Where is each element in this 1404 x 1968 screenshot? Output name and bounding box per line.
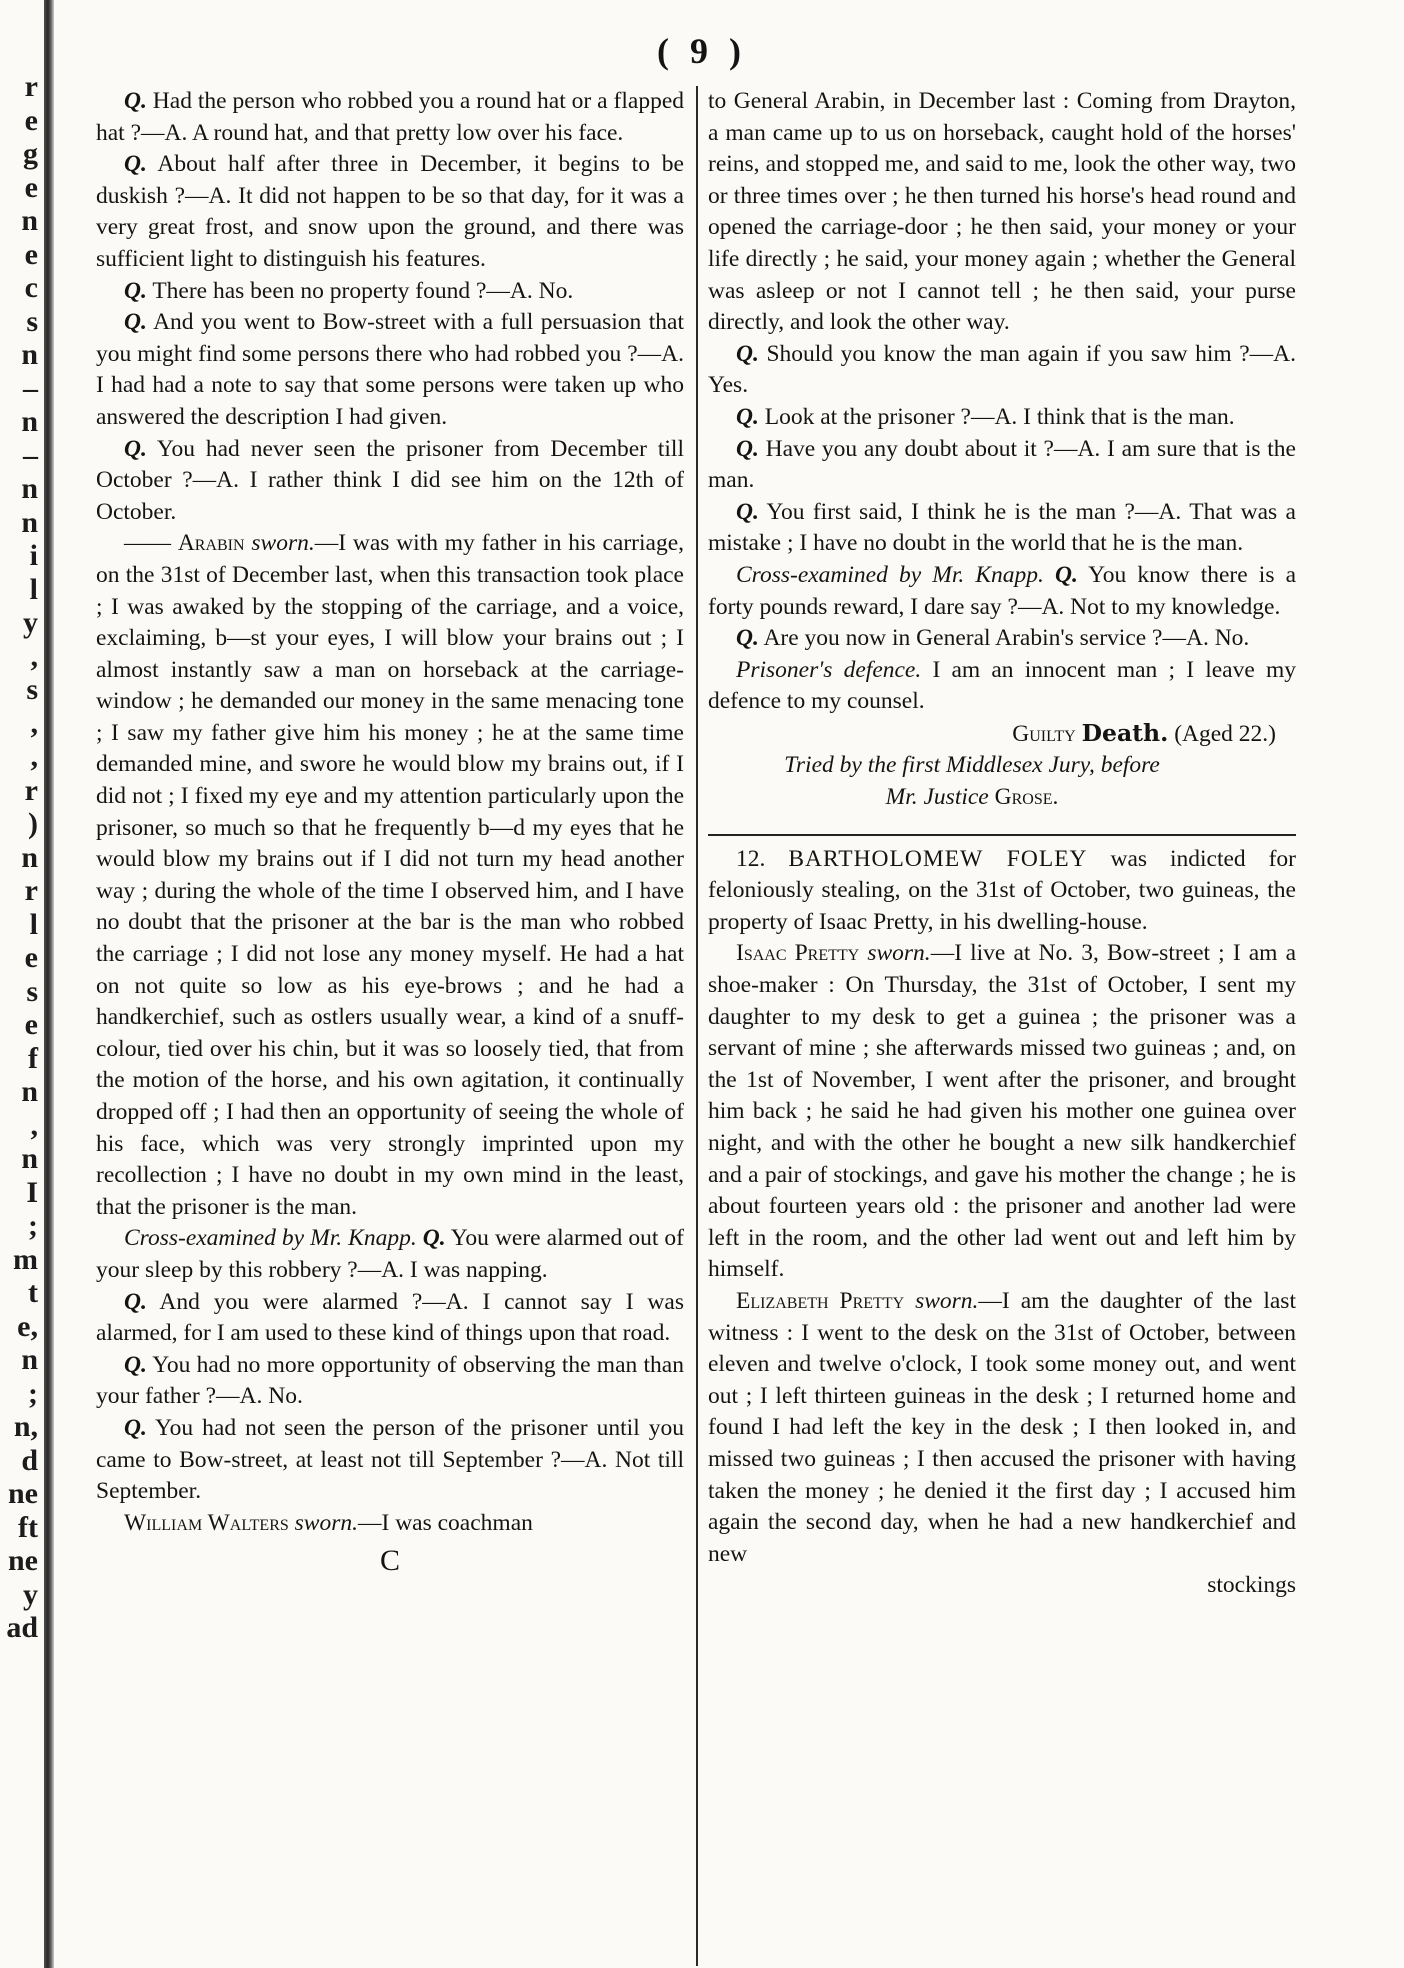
qa-text: Are you now in General Arabin's service ?—A. No. xyxy=(763,625,1250,652)
page-number: ( 9 ) xyxy=(657,31,747,71)
column-divider xyxy=(696,86,698,1966)
question-mark: Q. xyxy=(124,1288,147,1315)
qa-text: You first said, I think he is the man ?—A. That was a mistake ; I have no doubt in the world that he is the man. xyxy=(708,498,1296,557)
qa-paragraph xyxy=(96,276,684,308)
gutter-fragment: t xyxy=(28,1276,38,1309)
case-indictment xyxy=(708,844,1296,939)
qa-text: And you went to Bow-street with a full persuasion that you might find some persons there who had robbed you ?—A. I had had a note to say that some persons were taken up who answered the description I had given. xyxy=(96,309,684,430)
walters-testimony xyxy=(96,1508,684,1540)
question-mark: Q. xyxy=(736,498,759,525)
question-mark: Q. xyxy=(736,435,759,462)
gutter-fragment: , xyxy=(30,1108,38,1142)
cross-examined-label: Cross-examined by Mr. Knapp. xyxy=(736,561,1044,588)
gutter-fragment: ; xyxy=(28,1209,38,1242)
defendant-name: BARTHOLOMEW FOLEY xyxy=(788,845,1088,872)
gutter-fragment: n xyxy=(21,204,38,237)
question-mark: Q. xyxy=(124,309,147,336)
gutter-fragment: r xyxy=(24,773,38,807)
tried-line-1: Tried by the first Middlesex Jury, before xyxy=(784,752,1160,779)
gutter-fragment: n xyxy=(21,1142,38,1175)
judge-name: Grose. xyxy=(994,784,1059,811)
qa-paragraph xyxy=(708,434,1296,497)
signature-mark: C xyxy=(379,1544,400,1578)
qa-paragraph xyxy=(708,623,1296,655)
left-qa-block-2 xyxy=(96,1287,684,1508)
gutter-fragment: e xyxy=(24,103,38,137)
qa-text: Should you know the man again if you saw him ?—A. Yes. xyxy=(708,340,1296,399)
gutter-fragment: I xyxy=(26,1175,38,1209)
gutter-fragment: e xyxy=(24,237,38,271)
qa-text: You had no more opportunity of observing the man than your father ?—A. No. xyxy=(96,1351,684,1410)
qa-text: About half after three in December, it begins to be duskish ?—A. It did not happen to be so that day, for it was a very great frost, and snow upon the ground, and there was sufficient light to distinguish his features. xyxy=(96,151,684,272)
qa-text: You had never seen the prisoner from December till October ?—A. I rather think I did see him on the 12th of October. xyxy=(96,435,684,525)
question-mark: Q. xyxy=(124,435,147,462)
gutter-fragment: s xyxy=(26,974,38,1008)
qa-paragraph xyxy=(96,1287,684,1350)
gutter-fragment: n xyxy=(21,405,38,438)
witness-name: Arabin xyxy=(177,530,245,557)
gutter-fragment: , xyxy=(30,639,38,673)
verdict xyxy=(708,718,1296,751)
left-column xyxy=(96,86,684,1577)
gutter-fragment: n xyxy=(21,840,38,874)
gutter-fragment: e, xyxy=(17,1309,38,1343)
gutter-fragment: n xyxy=(21,1075,38,1108)
sworn-label: sworn. xyxy=(294,1509,358,1536)
gutter-fragment: n xyxy=(21,1343,38,1376)
binding-gutter xyxy=(0,0,62,1968)
qa-paragraph xyxy=(96,434,684,529)
gutter-fragment: s xyxy=(26,304,38,338)
testimony-text: —I was coachman xyxy=(358,1509,533,1536)
question-mark: Q. xyxy=(736,403,759,430)
gutter-fragment: ne xyxy=(8,1544,38,1577)
qa-paragraph xyxy=(708,339,1296,402)
prisoner-defence xyxy=(708,655,1296,718)
qa-text: You were alarmed out of your sleep by this robbery ?—A. I was napping. xyxy=(96,1225,684,1283)
gutter-fragment: n, xyxy=(13,1410,38,1443)
verdict-guilty: Guilty xyxy=(1012,720,1076,747)
case-separator-rule xyxy=(708,834,1296,836)
sworn-label: sworn. xyxy=(867,940,931,967)
gutter-fragment: , xyxy=(30,706,38,740)
qa-text: There has been no property found ?—A. No. xyxy=(152,277,574,304)
qa-text: Had the person who robbed you a round hat or a flapped hat ?—A. A round hat, and that pretty low over his face. xyxy=(96,88,684,146)
gutter-fragment: – xyxy=(23,438,38,472)
gutter-fragment: f xyxy=(28,1041,38,1075)
question-mark: Q. xyxy=(124,277,147,304)
gutter-fragment: d xyxy=(21,1443,38,1477)
gutter-fragment: – xyxy=(23,371,38,405)
gutter-fragment: s xyxy=(26,673,38,706)
witness-name: Isaac Pretty xyxy=(736,940,860,967)
qa-text: You know there is a forty pounds reward, I dare say ?—A. Not to my knowledge. xyxy=(708,561,1297,620)
dash-lead: —— xyxy=(124,530,171,557)
gutter-fragment: ) xyxy=(28,807,38,840)
gutter-fragment: l xyxy=(29,907,38,941)
gutter-fragment: m xyxy=(13,1242,38,1276)
gutter-fragment: n xyxy=(21,338,38,371)
right-column xyxy=(708,86,1296,1602)
question-mark: Q. xyxy=(124,88,147,114)
question-mark: Q. xyxy=(124,151,147,178)
cross-examination xyxy=(96,1223,684,1286)
qa-paragraph xyxy=(96,86,684,149)
gutter-fragment: r xyxy=(24,70,38,103)
left-qa-block xyxy=(96,86,684,528)
witness-name: Elizabeth Pretty xyxy=(736,1287,905,1314)
justice-prefix: Mr. Justice xyxy=(885,784,989,811)
question-mark: Q. xyxy=(124,1414,147,1441)
cross-examined-label: Cross-examined by Mr. Knapp. xyxy=(124,1225,417,1252)
question-mark: Q. xyxy=(736,625,759,652)
qa-paragraph xyxy=(96,307,684,433)
gutter-fragment: g xyxy=(23,137,38,170)
prisoner-age: (Aged 22.) xyxy=(1174,720,1276,747)
sworn-label: sworn. xyxy=(251,530,315,557)
gutter-fragment: r xyxy=(24,874,38,907)
qa-text: You had not seen the person of the prisoner until you came to Bow-street, at least not till September ?—A. Not till September. xyxy=(96,1414,684,1505)
catchword: stockings xyxy=(1207,1572,1296,1599)
gutter-fragment: e xyxy=(24,1008,38,1041)
question-mark: Q. xyxy=(422,1225,446,1252)
gutter-fragment: y xyxy=(23,1577,38,1611)
cross-examination xyxy=(708,560,1296,623)
gutter-fragment: c xyxy=(24,271,38,304)
gutter-fragment: n xyxy=(21,472,38,505)
question-mark: Q. xyxy=(124,1351,147,1378)
question-mark: Q. xyxy=(1055,561,1078,588)
isaac-testimony xyxy=(708,938,1296,1286)
defence-text: I am an innocent man ; I leave my defence to my counsel. xyxy=(708,656,1297,715)
qa-paragraph xyxy=(96,1350,684,1413)
testimony-text: —I live at No. 3, Bow-street ; I am a shoe-maker : On Thursday, the 31st of October, I sent my daughter to my desk to get a guinea ; the prisoner was a servant of mine ; she afterwards missed two guineas ; and, on the 1st of November, I went after the prisoner, and brought him back ; he said he had given his mother one guinea over night, and with the other he bought a new silk handkerchief and a pair of stockings, and gave his mother the change ; he is about fourteen years old : the prisoner and another lad were left in the room, and the other lad went out and left him by himself. xyxy=(708,940,1296,1283)
continued-testimony: to General Arabin, in December last : Coming from Drayton, a man came up to us on horseback, caught hold of the horses' reins, and stopped me, and said to me, look the other way, two or three times over ; he then turned his horse's head round and opened the carriage-door ; he then said, your money or your life directly ; he said, your money again ; whether the General was asleep or not I cannot tell ; he then said, your purse directly, and look the other way. xyxy=(708,88,1296,336)
witness-name: William Walters xyxy=(124,1509,289,1536)
qa-text: And you were alarmed ?—A. I cannot say I was alarmed, for I am used to these kind of things upon that road. xyxy=(96,1288,684,1347)
gutter-fragment: l xyxy=(29,572,38,606)
question-mark: Q. xyxy=(736,340,759,367)
sworn-label: sworn. xyxy=(915,1287,979,1314)
qa-paragraph xyxy=(708,402,1296,434)
qa-text: Look at the prisoner ?—A. I think that is the man. xyxy=(764,403,1235,430)
gutter-fragment: i xyxy=(29,539,38,572)
gutter-fragment: , xyxy=(30,740,38,773)
gutter-fragment: y xyxy=(23,606,38,639)
elizabeth-testimony xyxy=(708,1286,1296,1570)
qa-paragraph xyxy=(96,1413,684,1508)
gutter-fragment: e xyxy=(24,170,38,204)
gutter-fragment: ne xyxy=(8,1477,38,1510)
gutter-fragment: ; xyxy=(28,1376,38,1410)
gutter-fragment: e xyxy=(24,941,38,974)
page-edge-shadow xyxy=(44,0,54,1968)
right-qa-block xyxy=(708,339,1296,560)
gutter-fragment: ad xyxy=(6,1611,38,1644)
right-qa-block-2 xyxy=(708,623,1296,655)
qa-paragraph xyxy=(96,149,684,275)
verdict-death: Death. xyxy=(1081,718,1169,747)
gutter-fragment: n xyxy=(21,505,38,539)
qa-text: Have you any doubt about it ?—A. I am sure that is the man. xyxy=(708,435,1296,494)
testimony-text: —I was with my father in his carriage, on the 31st of December last, when this transaction took place ; I was awaked by the stopping of the carriage, and a voice, exclaiming, b—st your eyes, I will blow your brains out ; I almost instantly saw a man on horseback at the carriage-window ; he demanded our money in the same menacing tone ; I saw my father give him his money ; he at the same time demanded mine, and swore he would blow my brains out, if I did not ; I fixed my eye and my attention particularly upon the prisoner, so much so that he frequently b—d my eyes that he would blow my brains out if I did not turn my head another way ; during the whole of the time I observed him, and I have no doubt that the prisoner at the bar is the man who robbed the carriage ; I did not lose any money myself. He had a hat on not quite so low as his eye-brows ; and he had a handkerchief, such as ostlers usually wear, a kind of a snuff-colour, tied over his chin, but it was so loosely tied, that from the motion of the horse, and his own agitation, it continually dropped off ; I had then an opportunity of seeing the whole of his face, which was very strongly imprinted upon my recollection ; I have no doubt in my own mind in the least, that the prisoner is the man. xyxy=(96,530,685,1220)
tried-line-2 xyxy=(708,782,1236,814)
testimony-text: —I am the daughter of the last witness : I went to the desk on the 31st of October, between eleven and twelve o'clock, I took some money out, and went out ; I left thirteen guineas in the desk ; I returned home and found I had left the key in the desk ; I then looked in, and missed two guineas ; I then accused the prisoner with having taken the money ; he denied it the first day ; I accused him again the second day, when he had a new handkerchief and new xyxy=(708,1287,1296,1567)
arabin-testimony xyxy=(96,528,684,1223)
case-number: 12. xyxy=(736,845,766,872)
qa-paragraph xyxy=(708,497,1296,560)
indictment-text: was indicted for feloniously stealing, on the 31st of October, two guineas, the property of Isaac Pretty, in his dwelling-house. xyxy=(708,845,1297,935)
gutter-fragment: ft xyxy=(18,1510,38,1544)
defence-label: Prisoner's defence. xyxy=(736,656,922,683)
